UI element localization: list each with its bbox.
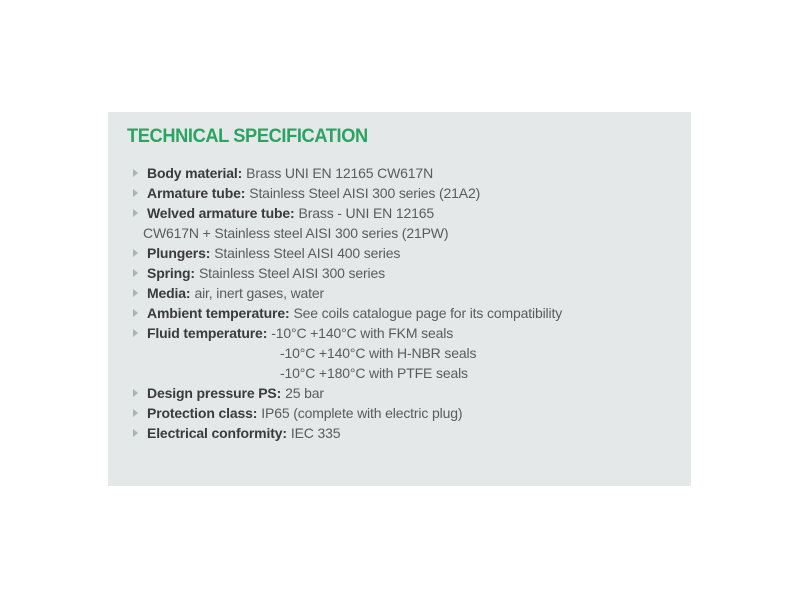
spec-row-media (108, 283, 691, 303)
page-title: TECHNICAL SPECIFICATION (127, 126, 368, 147)
spec-label: Plungers: (147, 245, 211, 261)
spec-row-spring (108, 263, 691, 283)
spec-value: air, inert gases, water (194, 285, 325, 301)
spec-label: Welved armature tube: (147, 205, 295, 221)
spec-row-body-material (108, 163, 691, 183)
spec-row-fluid-temperature-line2 (108, 343, 691, 363)
spec-label: Protection class: (147, 405, 258, 421)
spec-label: Design pressure PS: (147, 385, 282, 401)
spec-label: Electrical conformity: (147, 425, 287, 441)
spec-row-ambient-temperature (108, 303, 691, 323)
spec-label: Fluid temperature: (147, 325, 268, 341)
arrow-bullet-icon (133, 309, 138, 317)
spec-row-welved-armature-tube (108, 203, 691, 223)
spec-value: 25 bar (285, 385, 324, 401)
spec-value: -10°C +180°C with PTFE seals (280, 365, 468, 381)
spec-value: IEC 335 (290, 425, 341, 441)
arrow-bullet-icon (133, 249, 138, 257)
spec-row-fluid-temperature-line3 (108, 363, 691, 383)
spec-label: Body material: (147, 165, 243, 181)
spec-value: Brass UNI EN 12165 CW617N (246, 165, 434, 181)
spec-row-electrical-conformity (108, 423, 691, 443)
arrow-bullet-icon (133, 429, 138, 437)
spec-value: -10°C +140°C with FKM seals (271, 325, 454, 341)
arrow-bullet-icon (133, 189, 138, 197)
spec-list (108, 163, 691, 443)
arrow-bullet-icon (133, 289, 138, 297)
arrow-bullet-icon (133, 269, 138, 277)
spec-value: -10°C +140°C with H-NBR seals (280, 345, 477, 361)
arrow-bullet-icon (133, 389, 138, 397)
arrow-bullet-icon (133, 169, 138, 177)
spec-row-design-pressure (108, 383, 691, 403)
arrow-bullet-icon (133, 329, 138, 337)
spec-value: Stainless Steel AISI 300 series (198, 265, 385, 281)
spec-label: Spring: (147, 265, 195, 281)
spec-row-armature-tube (108, 183, 691, 203)
spec-row-plungers (108, 243, 691, 263)
spec-label: Ambient temperature: (147, 305, 290, 321)
spec-value: IP65 (complete with electric plug) (261, 405, 463, 421)
arrow-bullet-icon (133, 409, 138, 417)
spec-row-fluid-temperature (108, 323, 691, 343)
spec-value: See coils catalogue page for its compatibility (293, 305, 563, 321)
spec-row-protection-class (108, 403, 691, 423)
spec-value: Brass - UNI EN 12165 (298, 205, 435, 221)
spec-label: Armature tube: (147, 185, 246, 201)
technical-specification-panel (108, 112, 691, 486)
spec-row-continuation (108, 223, 691, 243)
arrow-bullet-icon (133, 209, 138, 217)
spec-value: CW617N + Stainless steel AISI 300 series (21PW) (143, 225, 449, 241)
spec-label: Media: (147, 285, 191, 301)
spec-value: Stainless Steel AISI 300 series (21A2) (249, 185, 481, 201)
spec-value: Stainless Steel AISI 400 series (214, 245, 401, 261)
